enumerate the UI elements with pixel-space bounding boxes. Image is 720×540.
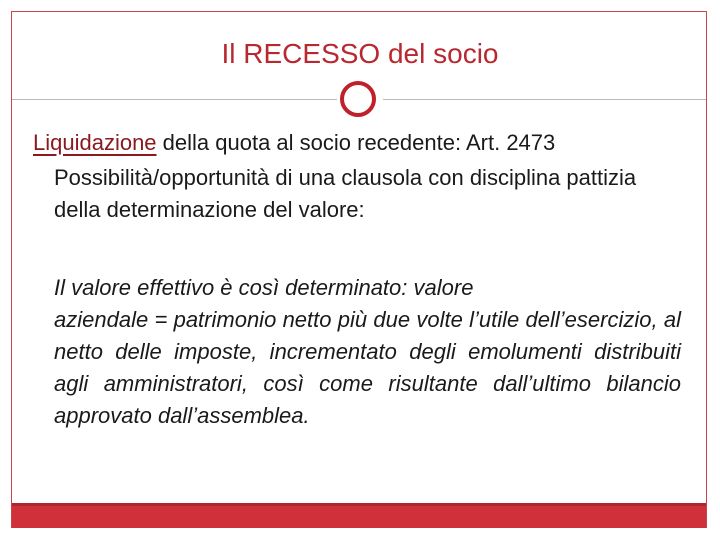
valuation-quote-body: aziendale = patrimonio netto più due volte l’utile dell’esercizio, al netto delle imposte, incrementato degli emolumenti distribuiti agli amministratori, così come risultante dall’ultimo bilancio approvato dall’assemblea. <box>54 307 681 428</box>
slide-title: Il RECESSO del socio <box>221 38 499 69</box>
liquidation-heading-rest: della quota al socio recedente: Art. 2473 <box>156 130 556 155</box>
title-divider-left <box>12 99 337 100</box>
footer-bar <box>12 503 706 528</box>
title-divider-right <box>383 99 706 100</box>
clause-paragraph: Possibilità/opportunità di una clausola con disciplina pattizia della determinazione del valore: <box>54 165 637 222</box>
footer-bar-shade <box>12 503 706 506</box>
liquidation-keyword: Liquidazione <box>33 130 157 155</box>
liquidation-heading <box>33 127 555 159</box>
ring-icon <box>340 81 376 117</box>
valuation-quote-first-line: Il valore effettivo è così determinato: valore <box>54 275 474 300</box>
valuation-quote <box>54 272 681 432</box>
